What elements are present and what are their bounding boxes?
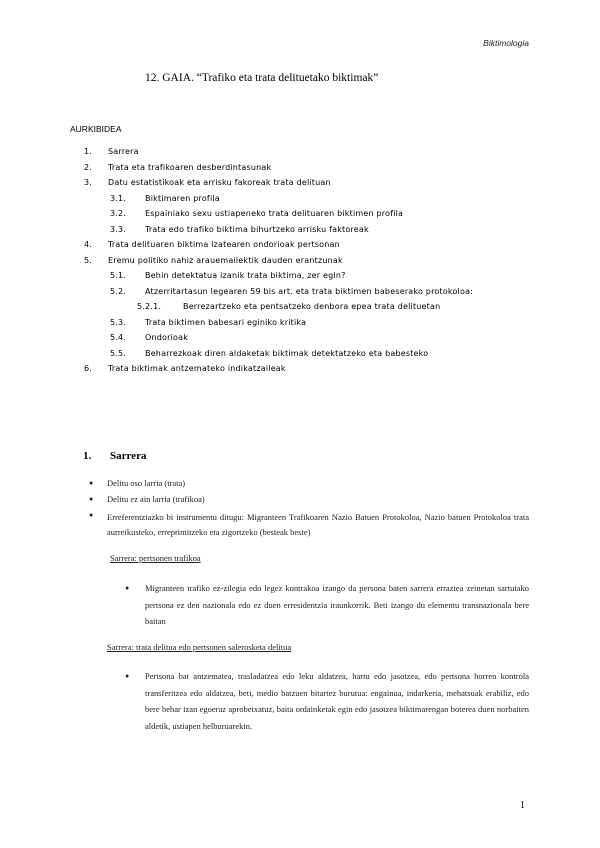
bullet-icon: ● [125,672,130,680]
list-item-text: Delitu ez ain larria (trafikoa) [107,494,205,504]
subsection-heading: Sarrera: pertsonen trafikoa [110,553,201,563]
toc-item-number: 5.2.1. [137,302,162,311]
toc-item-text: Trata delituaren biktima izatearen ondorioak pertsonan [108,240,340,249]
section-title: Sarrera [110,450,147,462]
toc-item-text: Ondorioak [145,333,189,342]
toc-item-text: Berrezartzeko eta pentsatzeko denbora epea trata delituetan [183,302,441,311]
toc-item-number: 5.4. [110,333,127,342]
toc-item-number: 5.5. [110,348,127,358]
toc-heading: AURKIBIDEA [70,124,122,134]
bullet-icon: ● [89,479,94,487]
paragraph: Pertsona bat antzematea, trasladatzea edo leku aldatzea, hartu edo jasotzea, edo pertsona horren kontrola transferitzea edo aldatzea, beti, medio batzuen bitartez burutua: engainua, indarkeria, mehatsuak erabiliz, edo bere behar izan egoeraz aprobetxatuz, baita ordainketak egin edo jasotzea biktimarengan boterea duen norbaiten aldetik, ustiapen helburuarekin. [145,671,529,731]
toc-item-text: Espainiako sexu ustiapeneko trata delituaren biktimen profila [145,209,404,218]
bullet-icon: ● [125,584,130,592]
page-number: 1 [520,800,525,811]
toc-item-number: 3. [84,178,93,187]
toc-item-text: Atzerritartasun legearen 59 bis art. eta trata biktimen babeserako protokoloa: [145,286,474,296]
bullet-icon: ● [89,511,94,519]
toc-item-number: 1. [84,147,93,156]
list-item-text: Delitu oso larria (trata) [107,478,186,488]
toc-item-text: Trata biktimen babesari eginiko kritika [145,317,307,327]
subsection-heading: Sarrera: trata delitua edo pertsonen salerosketa delitua [107,642,292,652]
toc-item-text: Trata edo trafiko biktima bihurtzeko arrisku faktoreak [145,224,369,234]
paragraph: Migranteen trafiko ez-zilegia edo legez kontrakoa izango da persona baten sarrera erraztea zeinetan sartutako pertsona ez den nazionala edo ez duen erresidentzia iraunkorrik. Beti izango du elementu transnazionala bere baitan [145,583,529,626]
toc-item-number: 5.3. [110,317,127,327]
toc-item-text: Biktimaren profila [145,193,220,203]
toc-item-text: Eremu politiko nahiz arauemailektik dauden erantzunak [108,255,343,265]
toc-item-number: 5.2. [110,286,127,296]
toc-item-number: 6. [84,364,93,373]
bullet-icon: ● [89,495,94,503]
toc-item-number: 5.1. [110,271,127,280]
toc-item-text: Beharrezkoak diren aldaketak biktimak detektatzeko eta babesteko [145,348,429,358]
toc-item-text: Trata biktimak antzemateko indikatzaileak [108,364,286,373]
toc-item-text: Behin detektatua izanik trata biktima, zer egin? [145,271,346,280]
toc-item-text: Trata eta trafikoaren desberdintasunak [108,162,272,172]
running-header: Biktimologia [483,38,529,48]
toc-item-text: Sarrera [108,147,139,156]
toc-item-number: 3.1. [110,193,127,203]
list-item-text: Erreferentziazko bi instrumentu ditugu: Migranteen Trafikoaren Nazio Batuen Protokoloa, Nazio batuen Protokoloa trata aurreikusteko, erreprimitzeko eta zigortzeko (besteak beste) [107,512,529,537]
section-number: 1. [83,450,92,462]
toc-item-number: 2. [84,162,93,172]
chapter-title: 12. GAIA. “Trafiko eta trata delituetako biktimak” [145,72,379,84]
toc-item-number: 3.3. [110,224,127,234]
toc-item-number: 3.2. [110,209,127,218]
toc-item-number: 4. [84,240,93,249]
toc-item-text: Datu estatistikoak eta arrisku fakoreak trata delituan [108,178,331,187]
toc-item-number: 5. [84,255,93,265]
